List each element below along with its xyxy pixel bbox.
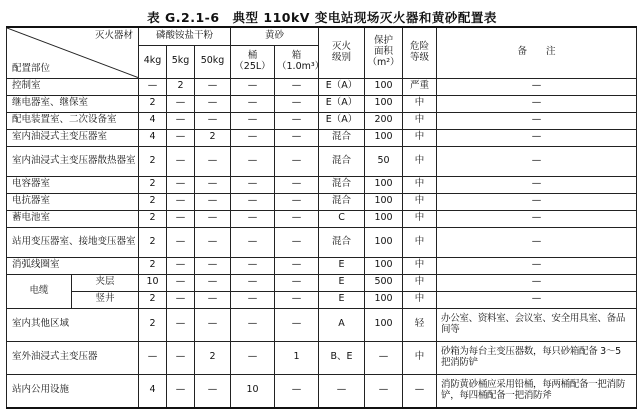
cell-area: 100 xyxy=(365,193,403,210)
cell-location: 室内油浸式主变压器室 xyxy=(7,129,139,146)
cell-fire-class: 混合 xyxy=(319,129,365,146)
cable-group-label: 电缆 xyxy=(7,274,72,308)
cell-hazard: 中 xyxy=(403,291,437,308)
cell-5kg: — xyxy=(167,274,195,291)
table-row xyxy=(7,176,637,193)
cell-note: — xyxy=(437,291,637,308)
cell-fire-class: E（A） xyxy=(319,78,365,95)
cell-4kg: 10 xyxy=(139,274,167,291)
cell-area: 100 xyxy=(365,257,403,274)
cell-5kg: — xyxy=(167,95,195,112)
cell-area: — xyxy=(365,341,403,374)
header-protect-area: 保护 面积 （m²） xyxy=(365,27,403,78)
cell-4kg: 2 xyxy=(139,176,167,193)
cell-area: 100 xyxy=(365,176,403,193)
cell-hazard: 中 xyxy=(403,112,437,129)
cell-50kg: — xyxy=(195,210,231,227)
header-50kg: 50kg xyxy=(195,45,231,78)
cell-fire-class: E xyxy=(319,257,365,274)
header-5kg: 5kg xyxy=(167,45,195,78)
cell-50kg: — xyxy=(195,193,231,210)
cell-note: — xyxy=(437,95,637,112)
cell-location: 室内油浸式主变压器散热器室 xyxy=(7,146,139,176)
cell-note: — xyxy=(437,112,637,129)
cell-hazard: 中 xyxy=(403,129,437,146)
cell-box: — xyxy=(275,274,319,291)
cell-50kg: — xyxy=(195,78,231,95)
cell-5kg: — xyxy=(167,129,195,146)
cell-bucket: — xyxy=(231,210,275,227)
cell-bucket: — xyxy=(231,95,275,112)
cell-note: — xyxy=(437,146,637,176)
cell-4kg: 4 xyxy=(139,129,167,146)
cell-bucket: — xyxy=(231,291,275,308)
cell-note: — xyxy=(437,129,637,146)
cell-hazard: 中 xyxy=(403,193,437,210)
cell-fire-class: 混合 xyxy=(319,176,365,193)
cell-5kg: — xyxy=(167,146,195,176)
cell-50kg: — xyxy=(195,274,231,291)
cell-note: 砂箱为每台主变压器数，每只砂箱配备 3～5 把消防铲 xyxy=(437,341,637,374)
table-row xyxy=(7,374,637,408)
cell-5kg: — xyxy=(167,176,195,193)
cell-fire-class: C xyxy=(319,210,365,227)
table-row xyxy=(7,129,637,146)
cell-area: 100 xyxy=(365,129,403,146)
cell-hazard: 轻 xyxy=(403,308,437,341)
table-row xyxy=(7,95,637,112)
cell-box: — xyxy=(275,374,319,408)
header-fire-class: 灭火 级别 xyxy=(319,27,365,78)
cell-4kg: 2 xyxy=(139,193,167,210)
cell-4kg: 2 xyxy=(139,227,167,257)
table-row xyxy=(7,78,637,95)
cell-location: 竖井 xyxy=(72,291,139,308)
config-table xyxy=(6,26,637,409)
cell-bucket: — xyxy=(231,308,275,341)
cell-50kg: — xyxy=(195,95,231,112)
cell-box: — xyxy=(275,112,319,129)
cell-note: 消防黄砂桶应采用铅桶，每两桶配备一把消防铲，每四桶配备一把消防斧 xyxy=(437,374,637,408)
cell-box: — xyxy=(275,176,319,193)
cell-bucket: — xyxy=(231,274,275,291)
cell-50kg: — xyxy=(195,257,231,274)
table-row xyxy=(7,193,637,210)
cell-hazard: 中 xyxy=(403,210,437,227)
cell-hazard: 中 xyxy=(403,274,437,291)
cell-5kg: — xyxy=(167,308,195,341)
cell-4kg: 4 xyxy=(139,374,167,408)
cell-box: — xyxy=(275,193,319,210)
header-row-1 xyxy=(7,27,637,45)
header-sand-group: 黄砂 xyxy=(231,27,319,45)
cell-location: 夹层 xyxy=(72,274,139,291)
cell-location: 室外油浸式主变压器 xyxy=(7,341,139,374)
corner-bottom-label: 配置部位 xyxy=(12,62,51,74)
cell-bucket: — xyxy=(231,129,275,146)
cell-note: — xyxy=(437,210,637,227)
cell-50kg: — xyxy=(195,227,231,257)
cell-fire-class: 混合 xyxy=(319,193,365,210)
header-hazard: 危险 等级 xyxy=(403,27,437,78)
header-4kg: 4kg xyxy=(139,45,167,78)
header-box: 箱 （1.0m³） xyxy=(275,45,319,78)
cell-5kg: — xyxy=(167,341,195,374)
cell-4kg: 2 xyxy=(139,257,167,274)
cell-fire-class: E xyxy=(319,291,365,308)
cell-5kg: — xyxy=(167,210,195,227)
cell-bucket: — xyxy=(231,193,275,210)
cell-note: — xyxy=(437,193,637,210)
cell-location: 消弧线圈室 xyxy=(7,257,139,274)
cell-note: — xyxy=(437,176,637,193)
cell-hazard: 中 xyxy=(403,341,437,374)
cell-area: 100 xyxy=(365,227,403,257)
cell-5kg: — xyxy=(167,112,195,129)
cell-bucket: — xyxy=(231,78,275,95)
table-row xyxy=(7,257,637,274)
cell-note: — xyxy=(437,78,637,95)
cell-hazard: — xyxy=(403,374,437,408)
cell-50kg: — xyxy=(195,291,231,308)
header-notes: 备 注 xyxy=(437,27,637,78)
header-bucket: 桶 （25L） xyxy=(231,45,275,78)
cell-fire-class: E（A） xyxy=(319,112,365,129)
cell-5kg: — xyxy=(167,257,195,274)
cell-note: — xyxy=(437,257,637,274)
cell-box: 1 xyxy=(275,341,319,374)
table-row xyxy=(7,112,637,129)
cell-location: 控制室 xyxy=(7,78,139,95)
cell-box: — xyxy=(275,308,319,341)
cell-fire-class: — xyxy=(319,374,365,408)
cell-4kg: 2 xyxy=(139,146,167,176)
cell-50kg: 2 xyxy=(195,341,231,374)
cell-4kg: 2 xyxy=(139,210,167,227)
cell-area: 500 xyxy=(365,274,403,291)
cell-4kg: — xyxy=(139,78,167,95)
cell-bucket: 10 xyxy=(231,374,275,408)
cell-hazard: 中 xyxy=(403,95,437,112)
cell-location: 配电装置室、二次设备室 xyxy=(7,112,139,129)
cell-area: 100 xyxy=(365,78,403,95)
cell-fire-class: E（A） xyxy=(319,95,365,112)
cell-5kg: — xyxy=(167,193,195,210)
cell-area: 100 xyxy=(365,210,403,227)
cell-hazard: 中 xyxy=(403,146,437,176)
cell-4kg: 2 xyxy=(139,308,167,341)
header-corner xyxy=(7,27,139,78)
table-row xyxy=(7,308,637,341)
cell-50kg: — xyxy=(195,176,231,193)
cell-5kg: — xyxy=(167,227,195,257)
cell-fire-class: A xyxy=(319,308,365,341)
table-row xyxy=(7,227,637,257)
table-title: 表 G.2.1-6 典型 110kV 变电站现场灭火器和黄砂配置表 xyxy=(147,10,497,25)
cell-50kg: 2 xyxy=(195,129,231,146)
cell-area: 200 xyxy=(365,112,403,129)
cell-50kg: — xyxy=(195,146,231,176)
table-row xyxy=(7,274,637,291)
cell-50kg: — xyxy=(195,112,231,129)
cell-area: 50 xyxy=(365,146,403,176)
table-row xyxy=(7,291,637,308)
cell-location: 室内其他区域 xyxy=(7,308,139,341)
cell-location: 蓄电池室 xyxy=(7,210,139,227)
table-row xyxy=(7,146,637,176)
cell-5kg: — xyxy=(167,374,195,408)
cell-area: 100 xyxy=(365,308,403,341)
cell-4kg: 4 xyxy=(139,112,167,129)
cell-bucket: — xyxy=(231,227,275,257)
cell-4kg: 2 xyxy=(139,291,167,308)
cell-bucket: — xyxy=(231,341,275,374)
cell-50kg: — xyxy=(195,308,231,341)
table-row xyxy=(7,210,637,227)
cell-box: — xyxy=(275,146,319,176)
cell-area: 100 xyxy=(365,95,403,112)
cell-location: 电抗器室 xyxy=(7,193,139,210)
cell-area: 100 xyxy=(365,291,403,308)
cell-bucket: — xyxy=(231,112,275,129)
cell-location: 继电器室、继保室 xyxy=(7,95,139,112)
cell-note: — xyxy=(437,227,637,257)
header-abc-group: 磷酸铵盐干粉 xyxy=(139,27,231,45)
cell-box: — xyxy=(275,210,319,227)
cell-location: 站内公用设施 xyxy=(7,374,139,408)
cell-fire-class: 混合 xyxy=(319,146,365,176)
cell-5kg: — xyxy=(167,291,195,308)
cell-hazard: 中 xyxy=(403,257,437,274)
cell-hazard: 严重 xyxy=(403,78,437,95)
cell-box: — xyxy=(275,78,319,95)
cell-hazard: 中 xyxy=(403,227,437,257)
cell-4kg: — xyxy=(139,341,167,374)
cell-note: — xyxy=(437,274,637,291)
cell-fire-class: B、E xyxy=(319,341,365,374)
cell-location: 电容器室 xyxy=(7,176,139,193)
cell-area: — xyxy=(365,374,403,408)
cell-box: — xyxy=(275,257,319,274)
table-row xyxy=(7,341,637,374)
cell-fire-class: E xyxy=(319,274,365,291)
cell-5kg: 2 xyxy=(167,78,195,95)
cell-bucket: — xyxy=(231,257,275,274)
corner-top-label: 灭火器材 xyxy=(94,30,133,41)
cell-fire-class: 混合 xyxy=(319,227,365,257)
cell-50kg: — xyxy=(195,374,231,408)
cell-box: — xyxy=(275,227,319,257)
cell-bucket: — xyxy=(231,176,275,193)
cell-box: — xyxy=(275,129,319,146)
cell-hazard: 中 xyxy=(403,176,437,193)
cell-location: 站用变压器室、接地变压器室 xyxy=(7,227,139,257)
cell-bucket: — xyxy=(231,146,275,176)
cell-box: — xyxy=(275,291,319,308)
cell-note: 办公室、资料室、会议室、安全用具室、备品间等 xyxy=(437,308,637,341)
cell-4kg: 2 xyxy=(139,95,167,112)
cell-box: — xyxy=(275,95,319,112)
